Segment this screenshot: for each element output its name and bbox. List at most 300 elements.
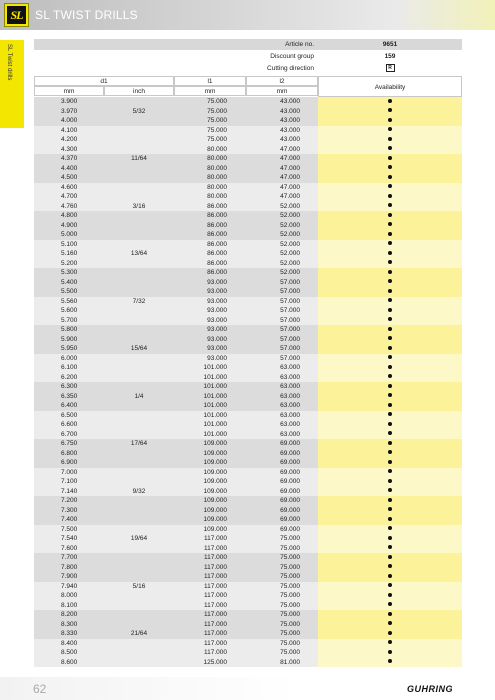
cell-l2: 69.000 (246, 449, 318, 459)
cell-d1-mm: 5.000 (34, 230, 104, 240)
cell-l2: 69.000 (246, 458, 318, 468)
available-dot-icon (388, 365, 392, 369)
available-dot-icon (388, 659, 392, 663)
cell-l2: 63.000 (246, 392, 318, 402)
page-number: 62 (33, 682, 47, 696)
cell-availability (318, 477, 462, 487)
table-row[interactable] (34, 363, 462, 373)
table-row[interactable] (34, 515, 462, 525)
cell-l1: 117.000 (174, 563, 246, 573)
table-row[interactable] (34, 572, 462, 582)
col-d1-mm: mm (34, 86, 104, 96)
col-d1-inch: inch (104, 86, 174, 96)
cell-l1: 117.000 (174, 534, 246, 544)
cell-l1: 117.000 (174, 639, 246, 649)
table-row[interactable] (34, 297, 462, 307)
table-row[interactable] (34, 439, 462, 449)
cell-l2: 75.000 (246, 572, 318, 582)
cell-availability (318, 534, 462, 544)
cell-l1: 109.000 (174, 449, 246, 459)
cell-d1-mm: 8.330 (34, 629, 104, 639)
cell-l1: 117.000 (174, 591, 246, 601)
table-row[interactable] (34, 563, 462, 573)
table-row[interactable] (34, 582, 462, 592)
table-row[interactable] (34, 211, 462, 221)
available-dot-icon (388, 194, 392, 198)
direction-value (318, 63, 462, 74)
cell-d1-mm: 5.900 (34, 335, 104, 345)
available-dot-icon (388, 146, 392, 150)
cell-availability (318, 268, 462, 278)
cell-d1-inch (104, 544, 174, 554)
cell-availability (318, 164, 462, 174)
cell-l1: 75.000 (174, 126, 246, 136)
cell-d1-inch (104, 525, 174, 535)
cell-d1-inch (104, 496, 174, 506)
available-dot-icon (388, 327, 392, 331)
cell-availability (318, 135, 462, 145)
cell-d1-mm: 7.400 (34, 515, 104, 525)
cell-availability (318, 230, 462, 240)
cell-l1: 93.000 (174, 278, 246, 288)
table-row[interactable] (34, 145, 462, 155)
cell-d1-mm: 5.700 (34, 316, 104, 326)
cell-l2: 52.000 (246, 221, 318, 231)
available-dot-icon (388, 583, 392, 587)
available-dot-icon (388, 621, 392, 625)
table-row[interactable] (34, 477, 462, 487)
cell-l1: 80.000 (174, 145, 246, 155)
table-row[interactable] (34, 192, 462, 202)
cell-l1: 75.000 (174, 135, 246, 145)
cell-d1-inch (104, 639, 174, 649)
direction-label: Cutting direction (34, 63, 318, 74)
cell-d1-inch (104, 259, 174, 269)
cell-d1-inch (104, 287, 174, 297)
table-row[interactable] (34, 230, 462, 240)
cell-availability (318, 468, 462, 478)
available-dot-icon (388, 488, 392, 492)
table-row[interactable] (34, 154, 462, 164)
cell-d1-inch (104, 164, 174, 174)
col-d1: d1 (34, 76, 174, 86)
cell-availability (318, 373, 462, 383)
available-dot-icon (388, 602, 392, 606)
cell-l2: 52.000 (246, 268, 318, 278)
available-dot-icon (388, 441, 392, 445)
table-row[interactable] (34, 458, 462, 468)
cell-d1-inch (104, 601, 174, 611)
table-row[interactable] (34, 382, 462, 392)
table-row[interactable] (34, 639, 462, 649)
cell-l1: 80.000 (174, 183, 246, 193)
table-row[interactable] (34, 325, 462, 335)
article-row (34, 39, 462, 51)
available-dot-icon (388, 593, 392, 597)
table-row[interactable] (34, 658, 462, 668)
cell-availability (318, 525, 462, 535)
cell-availability (318, 591, 462, 601)
cell-availability (318, 211, 462, 221)
cell-l1: 109.000 (174, 487, 246, 497)
cell-l1: 109.000 (174, 506, 246, 516)
available-dot-icon (388, 640, 392, 644)
cell-availability (318, 259, 462, 269)
cell-l1: 109.000 (174, 525, 246, 535)
table-row[interactable] (34, 287, 462, 297)
available-dot-icon (388, 517, 392, 521)
cell-d1-mm: 4.600 (34, 183, 104, 193)
table-row[interactable] (34, 468, 462, 478)
cell-availability (318, 496, 462, 506)
table-row[interactable] (34, 97, 462, 107)
cell-l2: 63.000 (246, 430, 318, 440)
table-row[interactable] (34, 259, 462, 269)
cell-d1-inch (104, 610, 174, 620)
cell-availability (318, 354, 462, 364)
page-title: SL TWIST DRILLS (35, 8, 138, 22)
cell-d1-mm: 8.500 (34, 648, 104, 658)
cell-d1-mm: 4.200 (34, 135, 104, 145)
cell-l2: 43.000 (246, 126, 318, 136)
cell-availability (318, 240, 462, 250)
available-dot-icon (388, 631, 392, 635)
table-row[interactable] (34, 629, 462, 639)
cell-d1-inch: 13/64 (104, 249, 174, 259)
cell-availability (318, 316, 462, 326)
table-row[interactable] (34, 268, 462, 278)
cell-l2: 57.000 (246, 316, 318, 326)
cell-d1-mm: 6.700 (34, 430, 104, 440)
available-dot-icon (388, 241, 392, 245)
cell-d1-inch (104, 192, 174, 202)
cell-availability (318, 629, 462, 639)
cell-d1-inch (104, 183, 174, 193)
available-dot-icon (388, 317, 392, 321)
available-dot-icon (388, 336, 392, 340)
cell-availability (318, 620, 462, 630)
table-row[interactable] (34, 525, 462, 535)
cell-d1-mm: 6.750 (34, 439, 104, 449)
cell-l2: 57.000 (246, 335, 318, 345)
cell-l1: 109.000 (174, 515, 246, 525)
brand-logo-icon (4, 3, 29, 27)
cell-l1: 75.000 (174, 107, 246, 117)
cell-availability (318, 506, 462, 516)
cell-l2: 63.000 (246, 411, 318, 421)
table-row[interactable] (34, 591, 462, 601)
table-row[interactable] (34, 430, 462, 440)
cell-d1-mm: 8.200 (34, 610, 104, 620)
available-dot-icon (388, 564, 392, 568)
table-row[interactable] (34, 240, 462, 250)
cell-d1-mm: 3.970 (34, 107, 104, 117)
cell-l1: 101.000 (174, 430, 246, 440)
cell-d1-inch: 19/64 (104, 534, 174, 544)
cell-d1-inch (104, 373, 174, 383)
cell-d1-mm: 7.800 (34, 563, 104, 573)
cell-d1-inch (104, 221, 174, 231)
cell-d1-mm: 6.100 (34, 363, 104, 373)
available-dot-icon (388, 612, 392, 616)
cell-d1-inch (104, 316, 174, 326)
cell-l2: 47.000 (246, 154, 318, 164)
cell-l2: 75.000 (246, 629, 318, 639)
table-row[interactable] (34, 126, 462, 136)
side-tab-label: SL Twist drills (6, 44, 12, 81)
table-row[interactable] (34, 401, 462, 411)
table-row[interactable] (34, 249, 462, 259)
table-row[interactable] (34, 221, 462, 231)
cell-d1-mm: 7.200 (34, 496, 104, 506)
cell-l1: 93.000 (174, 335, 246, 345)
cell-d1-inch (104, 306, 174, 316)
cell-d1-inch: 21/64 (104, 629, 174, 639)
cell-l2: 63.000 (246, 420, 318, 430)
table-row[interactable] (34, 534, 462, 544)
cell-d1-inch: 17/64 (104, 439, 174, 449)
available-dot-icon (388, 308, 392, 312)
available-dot-icon (388, 536, 392, 540)
available-dot-icon (388, 346, 392, 350)
cell-d1-mm: 8.100 (34, 601, 104, 611)
logo-text: SL (7, 6, 26, 24)
cell-d1-mm: 8.600 (34, 658, 104, 668)
table-row[interactable] (34, 164, 462, 174)
cell-d1-inch (104, 335, 174, 345)
cell-l1: 101.000 (174, 401, 246, 411)
cell-d1-mm: 5.160 (34, 249, 104, 259)
cell-d1-inch (104, 591, 174, 601)
cell-availability (318, 202, 462, 212)
available-dot-icon (388, 298, 392, 302)
cell-l2: 69.000 (246, 477, 318, 487)
table-row[interactable] (34, 344, 462, 354)
discount-label: Discount group (34, 51, 318, 62)
table-row[interactable] (34, 449, 462, 459)
cell-d1-mm: 4.300 (34, 145, 104, 155)
cell-l2: 57.000 (246, 287, 318, 297)
cell-d1-inch (104, 325, 174, 335)
cell-availability (318, 154, 462, 164)
cell-l1: 80.000 (174, 173, 246, 183)
column-headers (34, 76, 462, 97)
cell-l1: 109.000 (174, 439, 246, 449)
cell-d1-inch (104, 477, 174, 487)
cell-l1: 117.000 (174, 648, 246, 658)
table-row[interactable] (34, 487, 462, 497)
available-dot-icon (388, 507, 392, 511)
table-row[interactable] (34, 183, 462, 193)
cell-l1: 109.000 (174, 468, 246, 478)
cell-availability (318, 344, 462, 354)
table-row[interactable] (34, 411, 462, 421)
cell-l2: 63.000 (246, 401, 318, 411)
table-row[interactable] (34, 278, 462, 288)
cell-l1: 101.000 (174, 420, 246, 430)
cell-l2: 57.000 (246, 297, 318, 307)
cell-l2: 57.000 (246, 344, 318, 354)
cell-l1: 101.000 (174, 382, 246, 392)
table-row[interactable] (34, 335, 462, 345)
cell-d1-inch (104, 401, 174, 411)
table-row[interactable] (34, 306, 462, 316)
cell-l1: 117.000 (174, 582, 246, 592)
cell-d1-inch (104, 230, 174, 240)
available-dot-icon (388, 650, 392, 654)
table-row[interactable] (34, 116, 462, 126)
cell-d1-mm: 7.940 (34, 582, 104, 592)
right-hand-cut-icon: R (386, 64, 395, 72)
cell-availability (318, 658, 462, 668)
cell-l2: 63.000 (246, 373, 318, 383)
product-table (34, 39, 462, 667)
cell-d1-inch (104, 430, 174, 440)
table-row[interactable] (34, 610, 462, 620)
cell-d1-mm: 4.370 (34, 154, 104, 164)
cell-d1-inch: 7/32 (104, 297, 174, 307)
available-dot-icon (388, 555, 392, 559)
table-row[interactable] (34, 620, 462, 630)
cell-d1-mm: 6.350 (34, 392, 104, 402)
available-dot-icon (388, 384, 392, 388)
cell-availability (318, 173, 462, 183)
cell-d1-mm: 7.500 (34, 525, 104, 535)
table-row[interactable] (34, 135, 462, 145)
table-row[interactable] (34, 354, 462, 364)
available-dot-icon (388, 526, 392, 530)
table-row[interactable] (34, 420, 462, 430)
cell-d1-inch (104, 468, 174, 478)
table-row[interactable] (34, 553, 462, 563)
cell-d1-mm: 5.200 (34, 259, 104, 269)
available-dot-icon (388, 118, 392, 122)
cell-d1-inch: 1/4 (104, 392, 174, 402)
available-dot-icon (388, 412, 392, 416)
cell-availability (318, 563, 462, 573)
cell-l1: 117.000 (174, 629, 246, 639)
available-dot-icon (388, 498, 392, 502)
cell-availability (318, 420, 462, 430)
section-side-tab[interactable] (0, 40, 24, 128)
cell-l2: 47.000 (246, 145, 318, 155)
cell-d1-mm: 6.600 (34, 420, 104, 430)
cell-d1-inch (104, 411, 174, 421)
cell-availability (318, 639, 462, 649)
cell-availability (318, 287, 462, 297)
cell-d1-mm: 4.700 (34, 192, 104, 202)
cell-l1: 86.000 (174, 268, 246, 278)
cell-d1-mm: 7.300 (34, 506, 104, 516)
table-row[interactable] (34, 506, 462, 516)
table-row[interactable] (34, 173, 462, 183)
cell-d1-inch (104, 268, 174, 278)
cell-d1-mm: 4.800 (34, 211, 104, 221)
cell-d1-inch: 9/32 (104, 487, 174, 497)
table-row[interactable] (34, 648, 462, 658)
available-dot-icon (388, 251, 392, 255)
cell-l1: 75.000 (174, 97, 246, 107)
cell-l1: 86.000 (174, 259, 246, 269)
available-dot-icon (388, 374, 392, 378)
cell-l1: 86.000 (174, 221, 246, 231)
cell-d1-inch (104, 278, 174, 288)
available-dot-icon (388, 232, 392, 236)
cell-l2: 43.000 (246, 97, 318, 107)
cell-d1-mm: 4.760 (34, 202, 104, 212)
cell-l2: 75.000 (246, 648, 318, 658)
cell-d1-mm: 4.000 (34, 116, 104, 126)
cell-l2: 47.000 (246, 164, 318, 174)
available-dot-icon (388, 203, 392, 207)
cell-d1-inch (104, 572, 174, 582)
table-row[interactable] (34, 107, 462, 117)
available-dot-icon (388, 270, 392, 274)
cell-availability (318, 601, 462, 611)
cell-d1-inch (104, 97, 174, 107)
cell-availability (318, 297, 462, 307)
cell-l1: 109.000 (174, 477, 246, 487)
cell-l2: 81.000 (246, 658, 318, 668)
cell-l1: 75.000 (174, 116, 246, 126)
table-row[interactable] (34, 601, 462, 611)
cell-d1-mm: 3.900 (34, 97, 104, 107)
cell-d1-inch (104, 354, 174, 364)
cell-availability (318, 458, 462, 468)
cell-availability (318, 582, 462, 592)
cell-d1-inch (104, 420, 174, 430)
cell-d1-mm: 5.560 (34, 297, 104, 307)
cell-l2: 52.000 (246, 249, 318, 259)
cell-l2: 75.000 (246, 582, 318, 592)
available-dot-icon (388, 355, 392, 359)
table-body (34, 97, 462, 667)
cell-d1-mm: 5.300 (34, 268, 104, 278)
cell-d1-inch (104, 506, 174, 516)
cell-d1-mm: 5.600 (34, 306, 104, 316)
table-row[interactable] (34, 202, 462, 212)
cell-d1-mm: 6.000 (34, 354, 104, 364)
cell-l2: 69.000 (246, 487, 318, 497)
cell-d1-inch (104, 620, 174, 630)
cell-availability (318, 126, 462, 136)
cell-l2: 63.000 (246, 382, 318, 392)
cell-d1-mm: 4.400 (34, 164, 104, 174)
cell-d1-mm: 7.140 (34, 487, 104, 497)
cell-l1: 109.000 (174, 458, 246, 468)
col-l1: l1 (174, 76, 246, 86)
table-row[interactable] (34, 496, 462, 506)
cell-l1: 93.000 (174, 287, 246, 297)
cell-d1-mm: 7.600 (34, 544, 104, 554)
cell-l1: 86.000 (174, 230, 246, 240)
cell-d1-mm: 8.000 (34, 591, 104, 601)
table-row[interactable] (34, 544, 462, 554)
table-row[interactable] (34, 373, 462, 383)
cell-d1-inch (104, 173, 174, 183)
cell-availability (318, 107, 462, 117)
cell-l2: 43.000 (246, 107, 318, 117)
cell-d1-inch (104, 240, 174, 250)
cell-l1: 117.000 (174, 572, 246, 582)
cell-l2: 69.000 (246, 468, 318, 478)
table-row[interactable] (34, 316, 462, 326)
table-row[interactable] (34, 392, 462, 402)
cell-l1: 80.000 (174, 192, 246, 202)
cell-availability (318, 221, 462, 231)
cell-availability (318, 610, 462, 620)
cell-d1-mm: 6.200 (34, 373, 104, 383)
